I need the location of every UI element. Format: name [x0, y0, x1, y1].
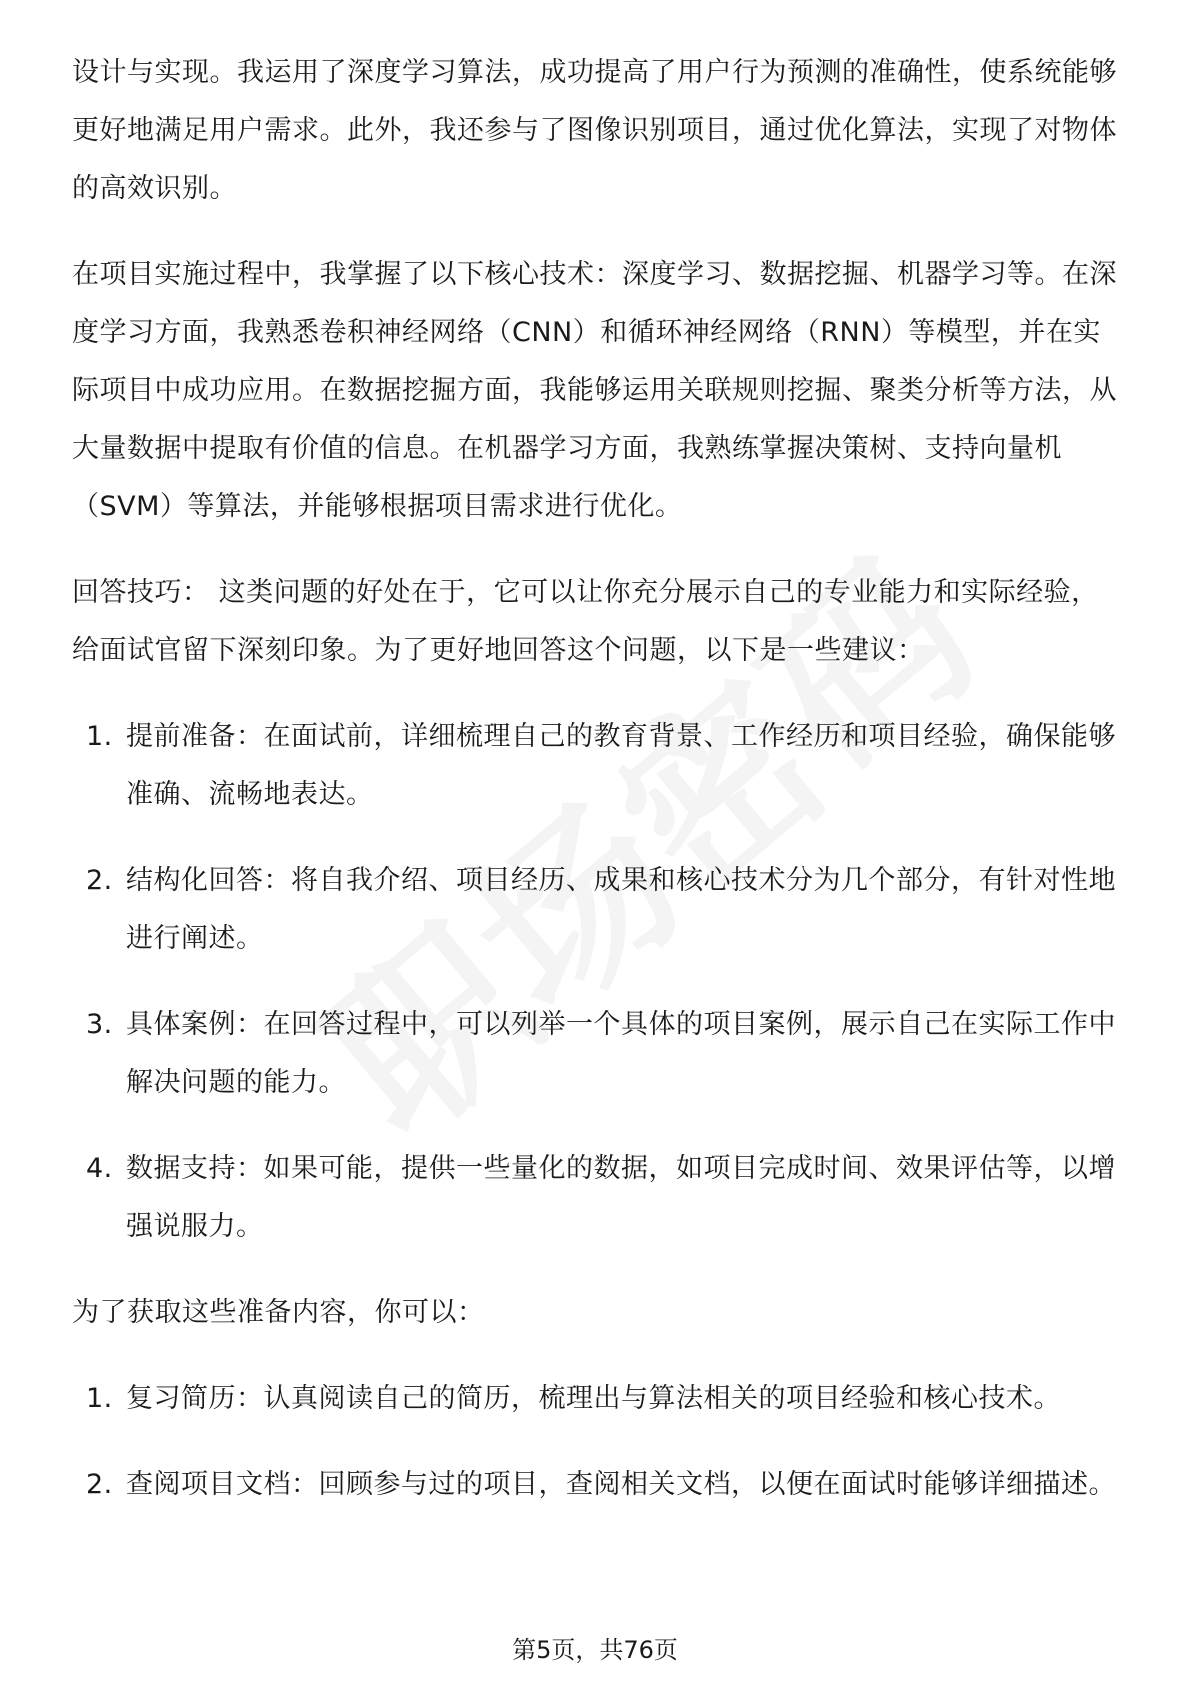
list-item-text: 查阅项目文档：回顾参与过的项目，查阅相关文档，以便在面试时能够详细描述。 [126, 1469, 1116, 1500]
paragraph-core-tech: 在项目实施过程中，我掌握了以下核心技术：深度学习、数据挖掘、机器学习等。在深度学习方面，我熟悉卷积神经网络（CNN）和循环神经网络（RNN）等模型，并在实际项目中成功应用。在数据挖掘方面，我能够运用关联规则挖掘、聚类分析等方法，从大量数据中提取有价值的信息。在机器学习方面，我熟练掌握决策树、支持向量机（SVM）等算法，并能够根据项目需求进行优化。 [72, 259, 1117, 522]
list-item [72, 996, 1122, 1112]
list-item-number: 4. [86, 1153, 113, 1184]
list-item-number: 2. [86, 1469, 113, 1500]
list-item-number: 2. [86, 865, 113, 896]
list-item-number: 1. [86, 721, 113, 752]
list-item [72, 708, 1122, 824]
list-item [72, 1456, 1122, 1514]
paragraph-prep-intro: 为了获取这些准备内容，你可以： [72, 1297, 485, 1328]
list-item-text: 提前准备：在面试前，详细梳理自己的教育背景、工作经历和项目经验，确保能够准确、流畅地表达。 [126, 721, 1116, 810]
list-item-number: 1. [86, 1383, 113, 1414]
list-item-text: 复习简历：认真阅读自己的简历，梳理出与算法相关的项目经验和核心技术。 [126, 1383, 1061, 1414]
list-item-number: 3. [86, 1009, 113, 1040]
paragraph-project-summary: 设计与实现。我运用了深度学习算法，成功提高了用户行为预测的准确性，使系统能够更好地满足用户需求。此外，我还参与了图像识别项目，通过优化算法，实现了对物体的高效识别。 [72, 57, 1117, 204]
list-item [72, 1370, 1122, 1428]
paragraph-answer-tips: 回答技巧： 这类问题的好处在于，它可以让你充分展示自己的专业能力和实际经验，给面试官留下深刻印象。为了更好地回答这个问题，以下是一些建议： [72, 577, 1099, 666]
list-item-text: 结构化回答：将自我介绍、项目经历、成果和核心技术分为几个部分，有针对性地进行阐述。 [126, 865, 1116, 954]
tips-list [72, 708, 1122, 1256]
prep-list [72, 1370, 1122, 1514]
list-item-text: 具体案例：在回答过程中，可以列举一个具体的项目案例，展示自己在实际工作中解决问题的能力。 [126, 1009, 1116, 1098]
page-number: 第5页，共76页 [512, 1636, 678, 1664]
list-item-text: 数据支持：如果可能，提供一些量化的数据，如项目完成时间、效果评估等，以增强说服力。 [126, 1153, 1116, 1242]
page-content [72, 44, 1122, 1542]
list-item [72, 852, 1122, 968]
list-item [72, 1140, 1122, 1256]
